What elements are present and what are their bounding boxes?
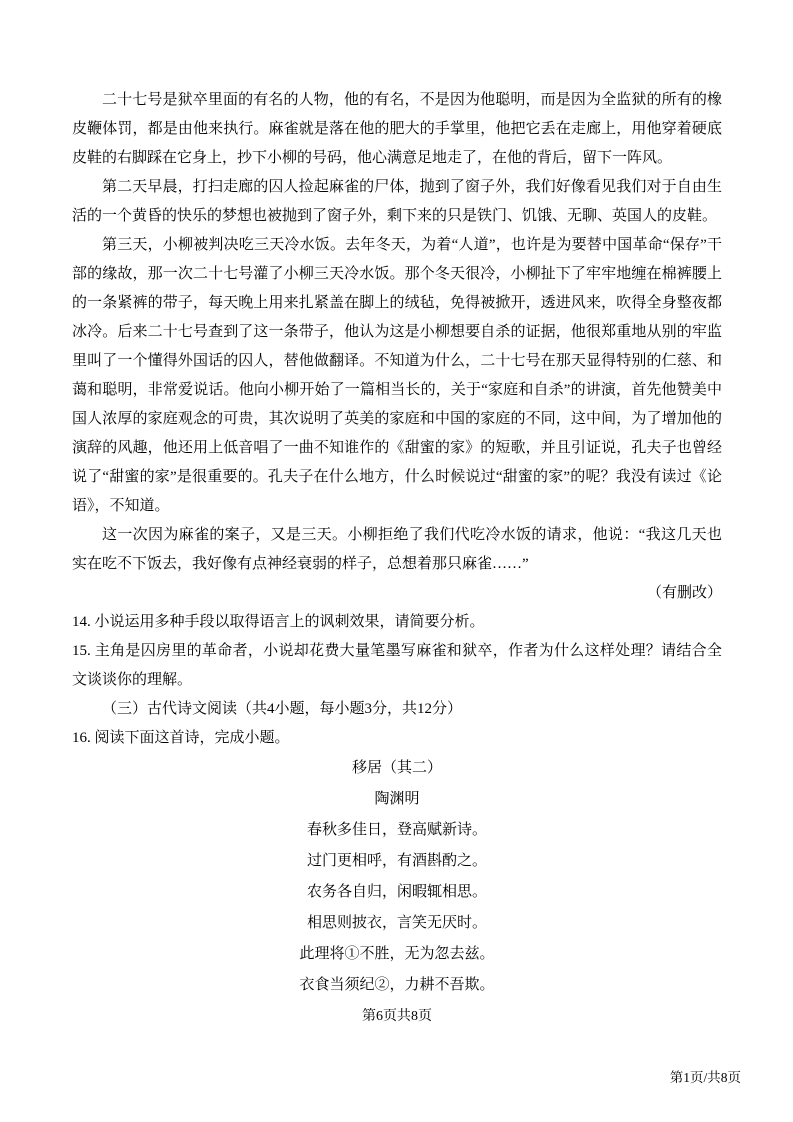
- question-14: 14. 小说运用多种手段以取得语言上的讽刺效果，请简要分析。: [72, 614, 485, 630]
- story-paragraph-4: 这一次因为麻雀的案子，又是三天。小柳拒绝了我们代吃冷水饭的请求，他说：“我这几天也实在吃不下饭去，我好像有点神经衰弱的样子，总想着那只麻雀……”: [72, 527, 722, 572]
- poem-block: [72, 753, 722, 1001]
- story-paragraph-3: 第三天，小柳被判决吃三天冷水饭。去年冬天，为着“人道”，也许是为要替中国革命“保存”干部的缘故，那一次二十七号灌了小柳三天冷水饭。那个冬天很冷，小柳扯下了牢牢地缠在棉裤腰上的一条紧裤的带子，每天晚上用来扎紧盖在脚上的绒毡，免得被掀开，透进风来，吹得全身整夜都冰冷。后来二十七号查到了这一条带子，他认为这是小柳想要自杀的证据，他很郑重地从别的牢监里叫了一个懂得外国话的囚人，替他做翻译。不知道为什么，二十七号在那天显得特别的仁慈、和蔼和聪明，非常爱说话。他向小柳开始了一篇相当长的，关于“家庭和自杀”的讲演，首先他赞美中国人浓厚的家庭观念的可贵，其次说明了英美的家庭和中国的家庭的不同，这中间，为了增加他的演辞的风趣，他还用上低音唱了一曲不知谁作的《甜蜜的家》的短歌，并且引证说，孔夫子也曾经说了“甜蜜的家”是很重要的。孔夫子在什么地方，什么时候说过“甜蜜的家”的呢？我没有读过《论语》，不知道。: [72, 237, 722, 514]
- poem-line: 农务各自归，闲暇辄相思。: [306, 884, 487, 900]
- inline-page-number: 第6页共8页: [362, 1009, 432, 1024]
- poem-line: 春秋多佳日，登高赋新诗。: [306, 822, 487, 838]
- page-content: [72, 86, 722, 1031]
- poem-title: 移居（其二）: [351, 760, 442, 776]
- page-number: 第1页/共8页: [669, 1070, 741, 1085]
- question-16: 16. 阅读下面这首诗，完成小题。: [72, 730, 290, 746]
- question-15: 15. 主角是囚房里的革命者，小说却花费大量笔墨写麻雀和狱卒，作者为什么这样处理？请结合全文谈谈你的理解。: [72, 643, 722, 688]
- poem-line: 此理将①不胜，无为忽去兹。: [299, 946, 495, 962]
- poem-line: 相思则披衣，言笑无厌时。: [306, 915, 487, 931]
- story-paragraph-1: 二十七号是狱卒里面的有名的人物，他的有名，不是因为他聪明，而是因为全监狱的所有的橡皮鞭体罚，都是由他来执行。麻雀就是落在他的肥大的手掌里，他把它丢在走廊上，用他穿着硬底皮鞋的右脚踩在它身上，抄下小柳的号码，他心满意足地走了，在他的背后，留下一阵风。: [72, 92, 722, 166]
- story-paragraph-2: 第二天早晨，打扫走廊的囚人捡起麻雀的尸体，抛到了窗子外，我们好像看见我们对于自由生活的一个黄昏的快乐的梦想也被抛到了窗子外，剩下来的只是铁门、饥饿、无聊、英国人的皮鞋。: [72, 179, 722, 224]
- section-header: （三）古代诗文阅读（共4小题，每小题3分，共12分）: [102, 701, 463, 717]
- poem-author: 陶渊明: [374, 791, 420, 807]
- source-note: （有删改）: [646, 585, 722, 601]
- poem-line: 过门更相呼，有酒斟酌之。: [306, 853, 487, 869]
- poem-line: 衣食当须纪②，力耕不吾欺。: [299, 977, 495, 993]
